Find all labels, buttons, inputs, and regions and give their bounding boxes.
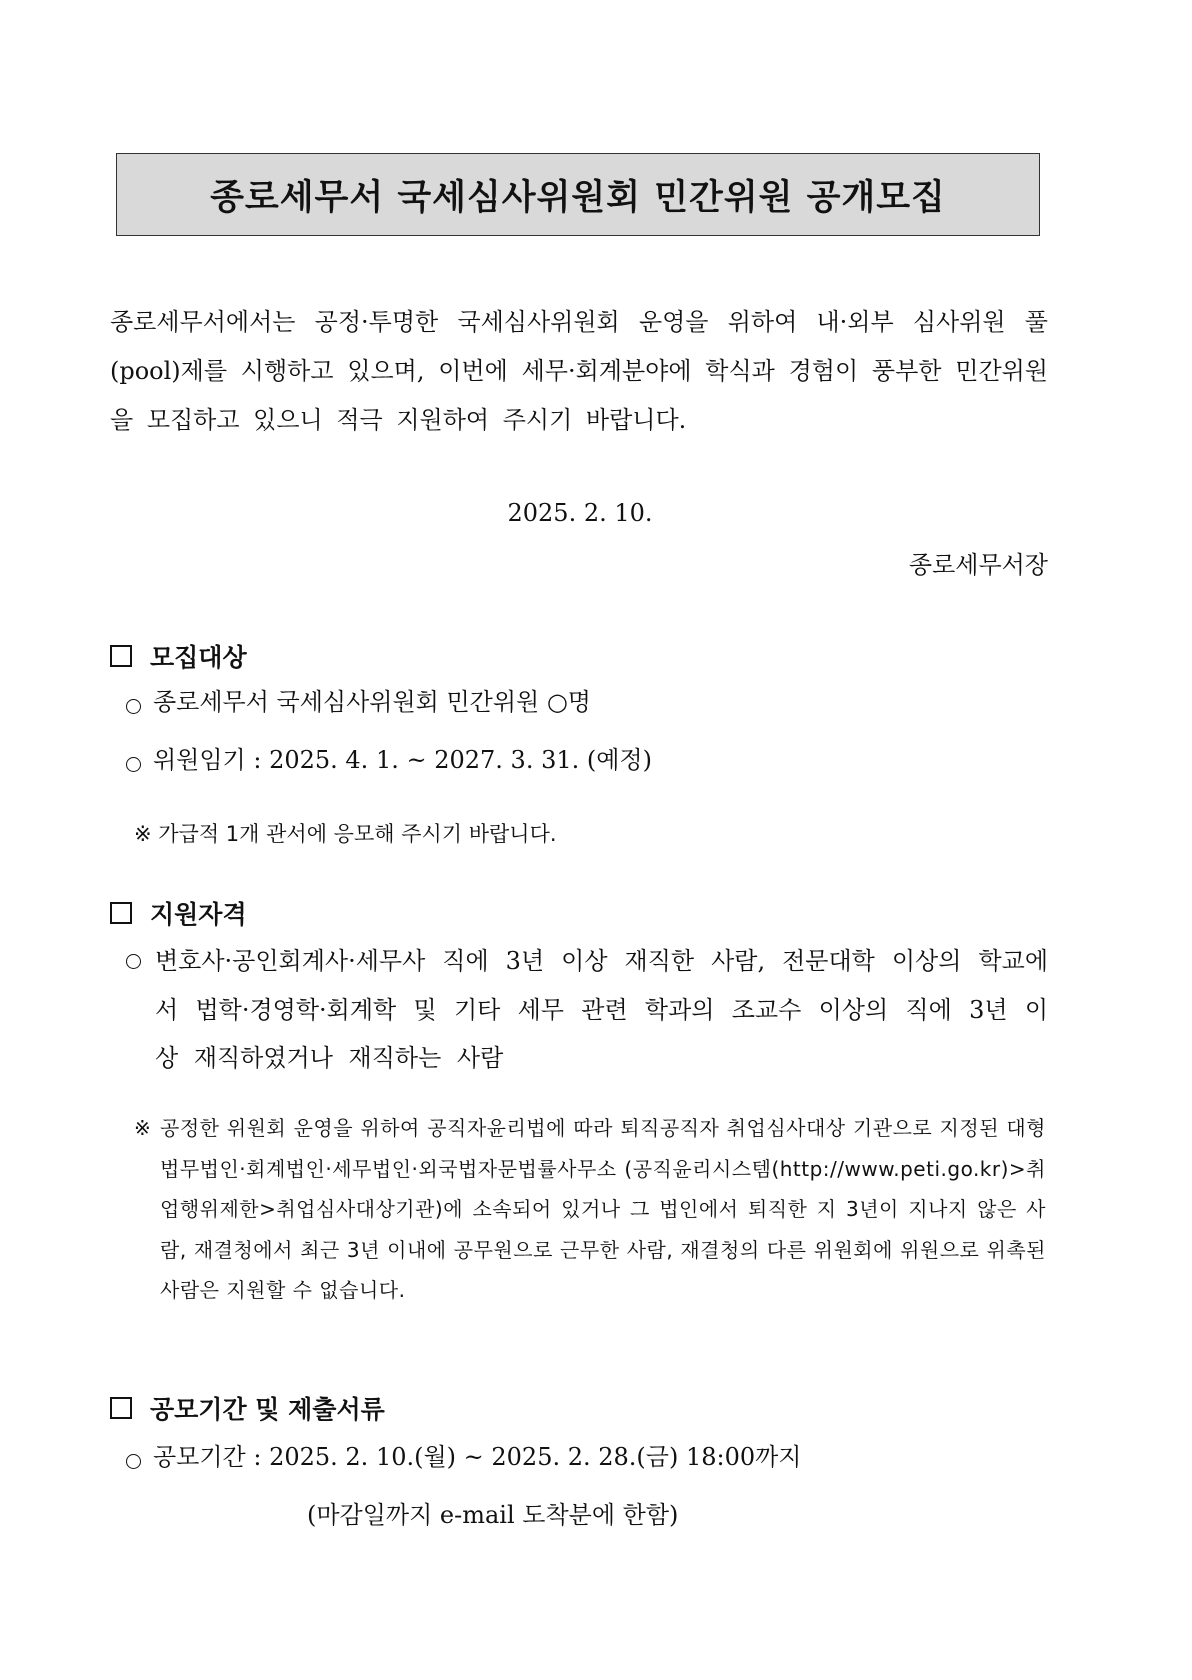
circle-bullet-icon [126,1454,141,1469]
section-heading-application-period: 공모기간 및 제출서류 [110,1390,385,1426]
list-item: 종로세무서 국세심사위원회 민간위원 ○명 [126,690,591,726]
circle-bullet-icon [126,954,141,969]
note-block: ※ 공정한 위원회 운영을 위하여 공직자윤리법에 따라 퇴직공직자 취업심사대상 기관으로 지정된 대형 법무법인·회계법인·세무법인·외국법자문법률사무소 (공직윤리시스템(http://www.peti.go.kr)>취업행위제한>취업심사대상기관)에 소속되어 있거나 그 법인에서 퇴직한 지 3년이 지나지 않은 사람, 재결청에서 최근 3년 이내에 공무원으로 근무한 사람, 재결청의 다른 위원회에 위원으로 위촉된 사람은 지원할 수 없습니다. [134,1108,1046,1311]
signer: 종로세무서장 [908,551,1048,579]
section-heading-recruitment-target: 모집대상 [110,638,247,674]
list-item: 변호사·공인회계사·세무사 직에 3년 이상 재직한 사람, 전문대학 이상의 학교에서 법학·경영학·회계학 및 기타 세무 관련 학과의 조교수 이상의 직에 3년 이상 재직하였거나 재직하는 사람 [126,937,1048,1083]
intro-paragraph: 종로세무서에서는 공정·투명한 국세심사위원회 운영을 위하여 내·외부 심사위원 풀(pool)제를 시행하고 있으며, 이번에 세무·회계분야에 학식과 경험이 풍부한 민간위원을 모집하고 있으니 적극 지원하여 주시기 바랍니다. [110,308,1048,434]
square-bullet-icon [110,1397,132,1419]
reference-mark-icon: ※ [134,1116,151,1140]
document-title: 종로세무서 국세심사위원회 민간위원 공개모집 [210,177,946,218]
section-heading-qualifications: 지원자격 [110,895,247,931]
list-item: 공모기간 : 2025. 2. 10.(월) ~ 2025. 2. 28.(금) 18:00까지 [126,1445,802,1481]
circle-bullet-icon [126,757,141,772]
list-item: 위원임기 : 2025. 4. 1. ~ 2027. 3. 31. (예정) [126,748,652,784]
period-sub-note: (마감일까지 e-mail 도착분에 한함) [307,1501,679,1529]
notice-date: 2025. 2. 10. [507,499,653,527]
circle-bullet-icon [126,699,141,714]
square-bullet-icon [110,645,132,667]
title-banner [116,153,1040,236]
note-text: ※ 가급적 1개 관서에 응모해 주시기 바랍니다. [134,822,557,846]
square-bullet-icon [110,902,132,924]
